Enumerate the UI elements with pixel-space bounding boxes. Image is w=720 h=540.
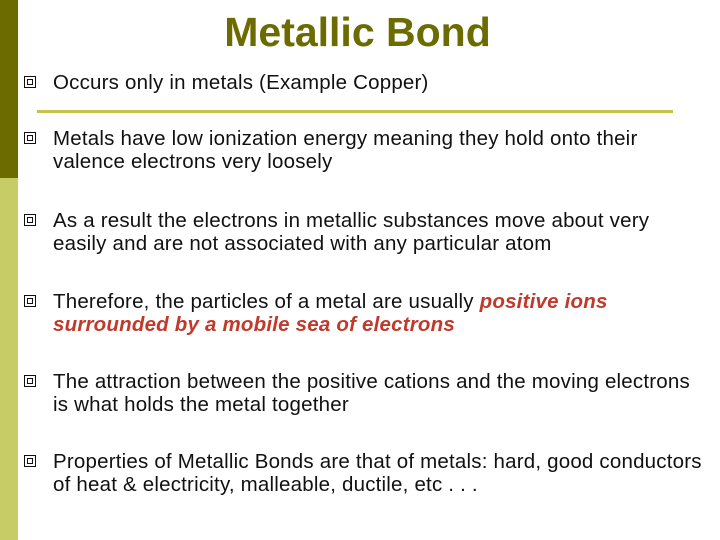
square-bullet-icon: [24, 76, 36, 88]
bullet-text: The attraction between the positive cations and the moving electrons is what holds the metal together: [53, 370, 690, 416]
square-bullet-icon: [24, 132, 36, 144]
bullet-item: [24, 290, 704, 336]
bullet-text-plain: Therefore, the particles of a metal are usually: [53, 290, 480, 313]
bullet-text: [53, 290, 704, 336]
accent-bar-bottom: [0, 178, 18, 540]
bullet-item: [24, 127, 704, 173]
bullet-item: [24, 450, 704, 496]
bullet-item: [24, 209, 704, 255]
bullet-text: Properties of Metallic Bonds are that of metals: hard, good conductors of heat & electricity, malleable, ductile, etc . . .: [53, 450, 702, 496]
bullet-item: [24, 370, 704, 416]
bullet-item: [24, 71, 704, 94]
square-bullet-icon: [24, 375, 36, 387]
bullet-text: Occurs only in metals (Example Copper): [53, 71, 429, 94]
square-bullet-icon: [24, 455, 36, 467]
title-divider: [37, 110, 673, 113]
bullet-text: Metals have low ionization energy meaning they hold onto their valence electrons very loosely: [53, 127, 638, 173]
highlighted-phrase: positive ions surrounded by a mobile sea of electrons: [53, 290, 608, 336]
square-bullet-icon: [24, 295, 36, 307]
bullet-text: As a result the electrons in metallic substances move about very easily and are not associated with any particular atom: [53, 209, 650, 255]
square-bullet-icon: [24, 214, 36, 226]
left-accent-bar: [0, 0, 18, 540]
slide-title: Metallic Bond: [224, 9, 491, 55]
